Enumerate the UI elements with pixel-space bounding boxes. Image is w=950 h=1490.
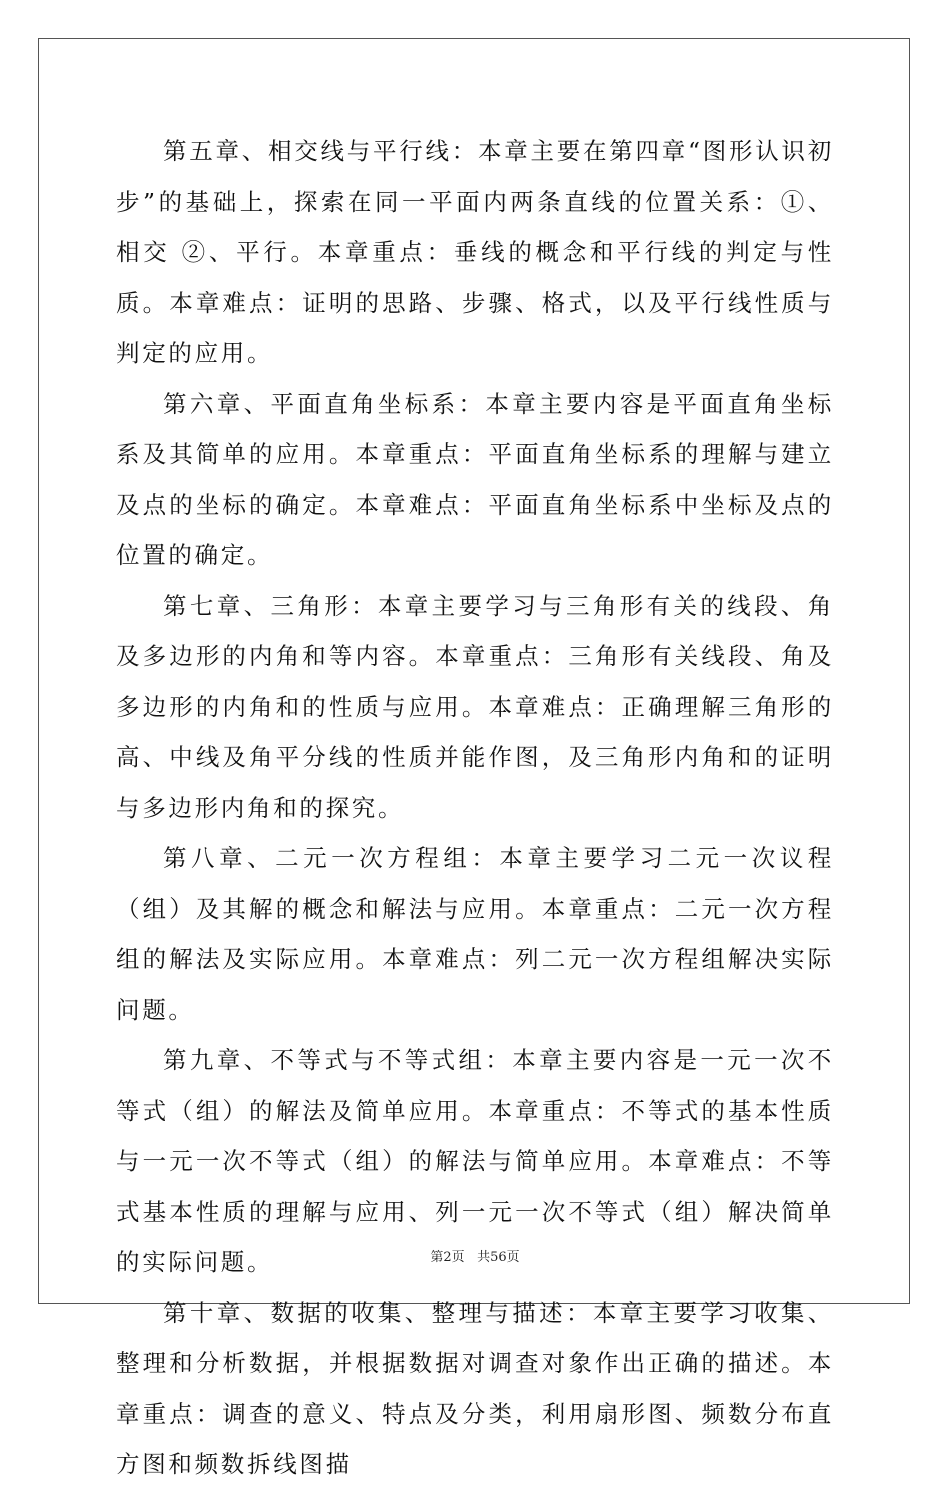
page-footer — [0, 1246, 950, 1265]
total-pages: 共56页 — [477, 1250, 520, 1265]
paragraph-chapter-10: 第十章、数据的收集、整理与描述：本章主要学习收集、整理和分析数据，并根据数据对调查对象作出正确的描述。本章重点：调查的意义、特点及分类，利用扇形图、频数分布直方图和频数拆线图描 — [116, 1298, 834, 1478]
page-number: 第2页 — [430, 1250, 465, 1265]
document-body — [116, 126, 834, 1490]
paragraph-chapter-8: 第八章、二元一次方程组：本章主要学习二元一次议程（组）及其解的概念和解法与应用。本章重点：二元一次方程组的解法及实际应用。本章难点：列二元一次方程组解决实际问题。 — [116, 844, 834, 1024]
paragraph-chapter-5: 第五章、相交线与平行线：本章主要在第四章“图形认识初步”的基础上，探索在同一平面内两条直线的位置关系：①、相交 ②、平行。本章重点：垂线的概念和平行线的判定与性质。本章难点：证明的思路、步骤、格式，以及平行线性质与判定的应用。 — [116, 137, 834, 367]
paragraph-chapter-9: 第九章、不等式与不等式组：本章主要内容是一元一次不等式（组）的解法及简单应用。本章重点：不等式的基本性质与一元一次不等式（组）的解法与简单应用。本章难点：不等式基本性质的理解与应用、列一元一次不等式（组）解决简单的实际问题。 — [116, 1046, 834, 1276]
paragraph-chapter-6: 第六章、平面直角坐标系：本章主要内容是平面直角坐标系及其简单的应用。本章重点：平面直角坐标系的理解与建立及点的坐标的确定。本章难点：平面直角坐标系中坐标及点的位置的确定。 — [116, 389, 834, 569]
paragraph-chapter-7: 第七章、三角形：本章主要学习与三角形有关的线段、角及多边形的内角和等内容。本章重点：三角形有关线段、角及多边形的内角和的性质与应用。本章难点：正确理解三角形的高、中线及角平分线的性质并能作图，及三角形内角和的证明与多边形内角和的探究。 — [116, 591, 834, 822]
